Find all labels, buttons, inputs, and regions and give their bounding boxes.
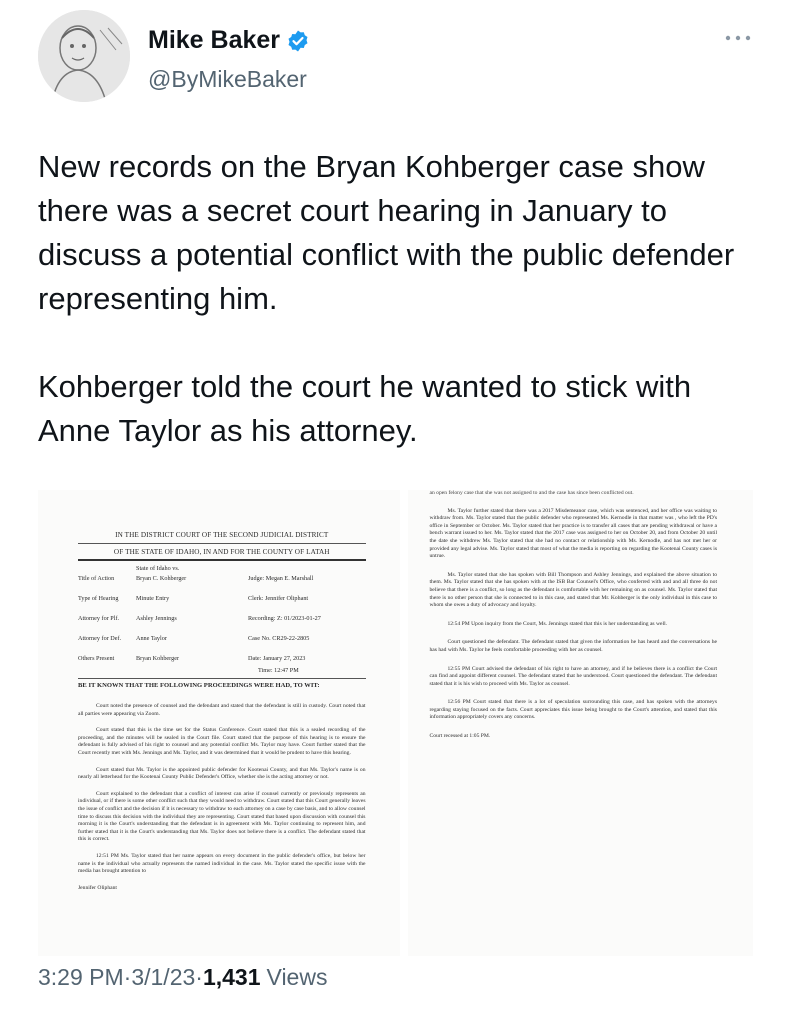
- plaintiff-attorney: Ashley Jennings: [136, 615, 177, 622]
- document-paragraph: 12:55 PM Court advised the defendant of his right to have an attorney, and if he believes there is a conflict the Court can find and appoint different counsel. The defendant stated that he understood. Court questioned the defendant. The defendant stated that it is his wish to proceed with Ms. Taylor as counsel.: [429, 665, 717, 687]
- views-label: Views: [266, 964, 328, 990]
- document-paragraph: 12:51 PM Ms. Taylor stated that her name appears on every document in the public defender's office, but below her name is the individual who actually represents the named individual in the case. Ms. Taylor stated the specific issue with the media has brought attention to: [78, 852, 366, 875]
- recording: Recording: Z: 01/2023-01-27: [248, 615, 321, 622]
- tweet-footer: [38, 964, 327, 991]
- tweet-text: New records on the Bryan Kohberger case show there was a secret court hearing in January to discuss a potential conflict with the public defender representing him. Kohberger told the court he wanted to stick with Anne Taylor as his attorney.: [38, 149, 735, 448]
- label-others-present: Others Present: [78, 655, 115, 662]
- label-attorney-plf: Attorney for Plf.: [78, 615, 120, 622]
- document-paragraph: Ms. Taylor further stated that there was a 2017 Misdemeanor case, which was sentenced, and her office was waiting to withdraw from. Ms. Taylor stated that the public defender who represented Ms. Kernodle in that matter was , who left the PD's office in September or October. Ms. Taylor stated that her practice is to transfer all cases that are pending withdrawal or have a bench warrant issued to her. Ms. Taylor stated that the 2017 case was assigned to her on October 20, and from October 20 until the date she withdrew Ms. Taylor stated that she had no contact or relationship with Ms. Kernodle, and has not met her or provided any legal advise. Ms. Taylor stated that most of what the media is reporting on regarding the Kootenai County cases is untrue.: [429, 507, 717, 560]
- hearing-type: Minute Entry: [136, 595, 170, 602]
- document-paragraph: 12:56 PM Court stated that there is a lot of speculation surrounding this case, and has spoken with the attorneys regarding staying focused on the facts. Court appreciates this issue being brought to the Court's attention, and stated that this information appropriately covers any concerns.: [429, 699, 717, 721]
- others-present: Bryan Kohberger: [136, 655, 180, 662]
- separator: ·: [123, 964, 132, 990]
- tweet-header: [38, 10, 753, 105]
- document-paragraph: 12:54 PM Upon inquiry from the Court, Ms. Jennings stated that this is her understanding as well.: [447, 620, 668, 627]
- document-page-2[interactable]: [408, 490, 754, 956]
- label-attorney-def: Attorney for Def.: [78, 635, 122, 642]
- tweet-time[interactable]: 3:29 PM: [38, 964, 124, 990]
- case-info-block: [78, 563, 366, 675]
- label-title-of-action: Title of Action: [78, 575, 115, 582]
- document-paragraph: Court stated that this is the time set for the Status Conference. Court stated that this is a sealed recording of the proceeding, and the minutes will be sealed in the Court file. Court stated that the purpose of this hearing is to ensure the defendant is fully advised of his right to counsel and any potential conflict Ms. Taylor may have. Court further stated that the Court recently met with Ms. Jennings and Ms. Taylor, and it was determined that it would be prudent to have this hearing.: [78, 727, 366, 756]
- case-number: Case No. CR29-22-2805: [248, 635, 310, 642]
- court-caption-line2: OF THE STATE OF IDAHO, IN AND FOR THE COUNTY OF LATAH: [113, 548, 330, 556]
- case-title-2: Bryan C. Kohberger: [136, 575, 187, 582]
- be-it-known-heading: BE IT KNOWN THAT THE FOLLOWING PROCEEDINGS WERE HAD, TO WIT:: [78, 682, 320, 689]
- clerk: Clerk: Jennifer Oliphant: [248, 595, 309, 602]
- tweet-media[interactable]: [38, 490, 753, 956]
- clerk-signature: Jennifer Oliphant: [78, 884, 117, 891]
- verified-badge-icon: [286, 29, 310, 53]
- document-paragraph: Court explained to the defendant that a conflict of interest can arise if counsel currently or previously represents an individual, or if there is some other conflict such that they would need to withdraw. Court stated that this Court generally leaves the issue of conflict and the decision if it is necessary to withdraw to each attorney on a case by case basis, and to allow counsel time to discuss this decision with the individual they are representing. Court stated that based upon discussion with counsel this morning it is the Court's understanding that the defendant is in agreement with Ms. Taylor continuing to represent him, and further stated that it is the Court's understanding that Ms. Taylor does not believe there is a conflict. The defendant stated that this is correct.: [78, 790, 366, 843]
- court-recessed: Court recessed at 1:05 PM.: [429, 733, 491, 740]
- document-paragraph: Court questioned the defendant. The defendant stated that given the information he has heard and the conversations he has had with Ms. Taylor he feels comfortable proceeding with her as counsel.: [429, 639, 717, 653]
- divider: [78, 559, 366, 561]
- views-count: 1,431: [202, 964, 261, 990]
- separator: ·: [195, 964, 203, 990]
- label-type-of-hearing: Type of Hearing: [78, 595, 119, 602]
- document-paragraph: Court stated that Ms. Taylor is the appointed public defender for Kootenai County, and that Ms. Taylor's name is on nearly all letterhead for the Kootenai County Public Defender's Office, whether she is the acting attorney or not.: [78, 766, 366, 781]
- hearing-time: Time: 12:47 PM: [258, 667, 299, 674]
- tweet-date[interactable]: 3/1/23: [131, 964, 196, 990]
- author-name-row: [148, 26, 310, 55]
- divider: [78, 543, 366, 544]
- document-top-line: an open felony case that she was not assigned to and the case has since been conflicted out.: [429, 490, 634, 496]
- avatar-drawing-icon: [38, 10, 130, 102]
- author-handle[interactable]: @ByMikeBaker: [148, 66, 307, 92]
- hearing-date: Date: January 27, 2023: [248, 655, 306, 662]
- judge: Judge: Megan E. Marshall: [248, 575, 314, 582]
- author-name[interactable]: Mike Baker: [148, 26, 281, 54]
- divider: [78, 678, 366, 679]
- court-caption-line1: IN THE DISTRICT COURT OF THE SECOND JUDICIAL DISTRICT: [115, 531, 329, 539]
- more-options-icon[interactable]: [723, 30, 753, 46]
- avatar[interactable]: [38, 10, 130, 102]
- document-page-1[interactable]: [38, 490, 400, 956]
- defense-attorney: Anne Taylor: [136, 635, 167, 642]
- case-title-1: State of Idaho vs.: [136, 565, 180, 572]
- document-paragraph: Court noted the presence of counsel and the defendant and stated that the defendant is still in custody. Court noted that all parties were appearing via Zoom.: [78, 703, 366, 717]
- document-paragraph: Ms. Taylor stated that she has spoken with Bill Thompson and Ashley Jennings, and explained the above situation to them. Ms. Taylor stated that she has spoken with at the ISB Bar Counsel's Office, who conferred with and and all three do not believe that there is a conflict, so long as the defendant is comfortable with her remaining on as counsel. Ms. Taylor stated that there is no other person that she is connected to in this case, and stated that Mr. Kohberger is the only individual in this case to whom she owes a duty of advocacy and loyalty.: [429, 571, 717, 609]
